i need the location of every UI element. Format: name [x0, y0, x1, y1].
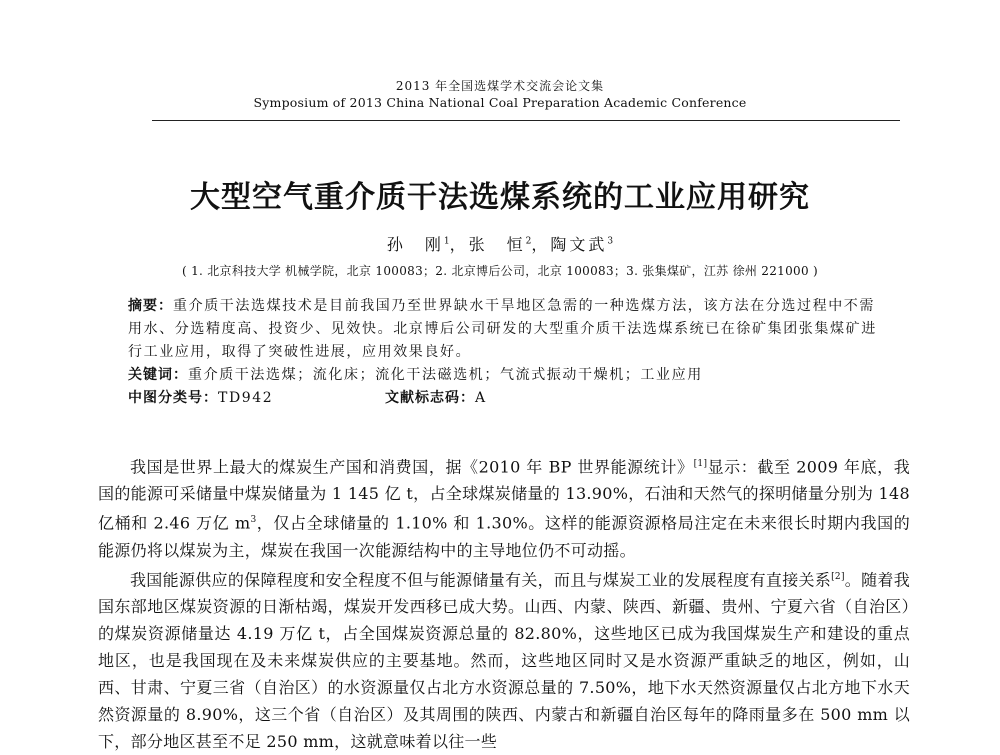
author-affil-mark: 3 [607, 236, 614, 247]
clc-label: 中图分类号： [128, 390, 218, 406]
affiliations: ( 1. 北京科技大学 机械学院，北京 100083；2. 北京博后公司，北京 100083；3. 张集煤矿，江苏 徐州 221000 ) [182, 264, 818, 278]
doc-code-label: 文献标志码： [385, 390, 475, 406]
paragraph-text: ，仅占全球储量的 1.10% 和 1.30%。这样的能源资源格局注定在未来很长时期内我国的能源仍将以煤炭为主，煤炭在我国一次能源结构中的主导地位仍不可动摇。 [98, 513, 910, 560]
abstract-block [128, 295, 888, 410]
body-paragraph-1 [98, 451, 910, 564]
author-list: 孙 刚$^1$，张 恒$^2$，陶文武$^3$ [386, 235, 614, 254]
header-chinese: 2013 年全国选煤学术交流会论文集 [395, 79, 605, 93]
body-text [98, 451, 910, 755]
unit-superscript: 3 [250, 515, 257, 526]
classification-row [128, 387, 888, 410]
header-rule [152, 120, 900, 121]
keywords [128, 364, 888, 387]
paper-title: 大型空气重介质干法选煤系统的工业应用研究 [190, 180, 810, 215]
author-affil-mark: 2 [525, 236, 532, 247]
keywords-label: 关键词： [128, 367, 188, 383]
doc-code [385, 387, 487, 410]
author-name: 孙 刚 [386, 235, 444, 254]
citation-ref: [1] [693, 459, 708, 469]
clc-value: TD942 [218, 390, 274, 406]
doc-code-value: A [475, 390, 487, 406]
paragraph-text: 显示：截至 2009 年底，我国的能源可采储量中煤炭储量为 1 145 亿 t，占全球煤炭储量的 13.90%，石油和天然气的探明储量分别为 148 亿桶和 2.46 万亿 m [98, 457, 910, 533]
keywords-text: 重介质干法选煤；流化床；流化干法磁选机；气流式振动干燥机；工业应用 [188, 367, 703, 383]
paragraph-text: 。随着我国东部地区煤炭资源的日渐枯竭，煤炭开发西移已成大势。山西、内蒙、陕西、新疆、贵州、宁夏六省（自治区）的煤炭资源储量达 4.19 万亿 t，占全国煤炭资源总量的 82.80%，这些地区已成为我国煤炭生产和建设的重点地区，也是我国现在及未来煤炭供应的主要基地。然而，这些地区同时又是水资源严重缺乏的地区，例如，山西、甘肃、宁夏三省（自治区）的水资源量仅占北方水资源总量的 7.50%，地下水天然资源量仅占北方地下水天然资源量的 8.90%，这三个省（自治区）及其周围的陕西、内蒙古和新疆自治区每年的降雨量多在 500 mm 以下，部分地区甚至不足 250 mm，这就意味着以往一些 [98, 569, 911, 751]
header-english: Symposium of 2013 China National Coal Preparation Academic Conference [253, 95, 747, 110]
running-header [0, 78, 1000, 111]
author-name: 张 恒 [468, 235, 526, 254]
author-name: 陶文武 [550, 235, 608, 254]
author-affil-mark: 1 [443, 236, 450, 247]
paragraph-text: 我国是世界上最大的煤炭生产国和消费国，据《2010 年 BP 世界能源统计》 [130, 457, 694, 477]
citation-ref: [2] [831, 571, 845, 582]
paragraph-text: 我国能源供应的保障程度和安全程度不但与能源储量有关，而且与煤炭工业的发展程度有直接关系 [130, 569, 832, 589]
abstract-label: 摘要： [128, 298, 173, 314]
body-paragraph-2 [98, 564, 910, 755]
abstract [128, 295, 888, 364]
abstract-text: 重介质干法选煤技术是目前我国乃至世界缺水干旱地区急需的一种选煤方法，该方法在分选过程中不需用水、分选精度高、投资少、见效快。北京博后公司研发的大型重介质干法选煤系统已在徐矿集团张集煤矿进行工业应用，取得了突破性进展，应用效果良好。 [128, 298, 877, 360]
